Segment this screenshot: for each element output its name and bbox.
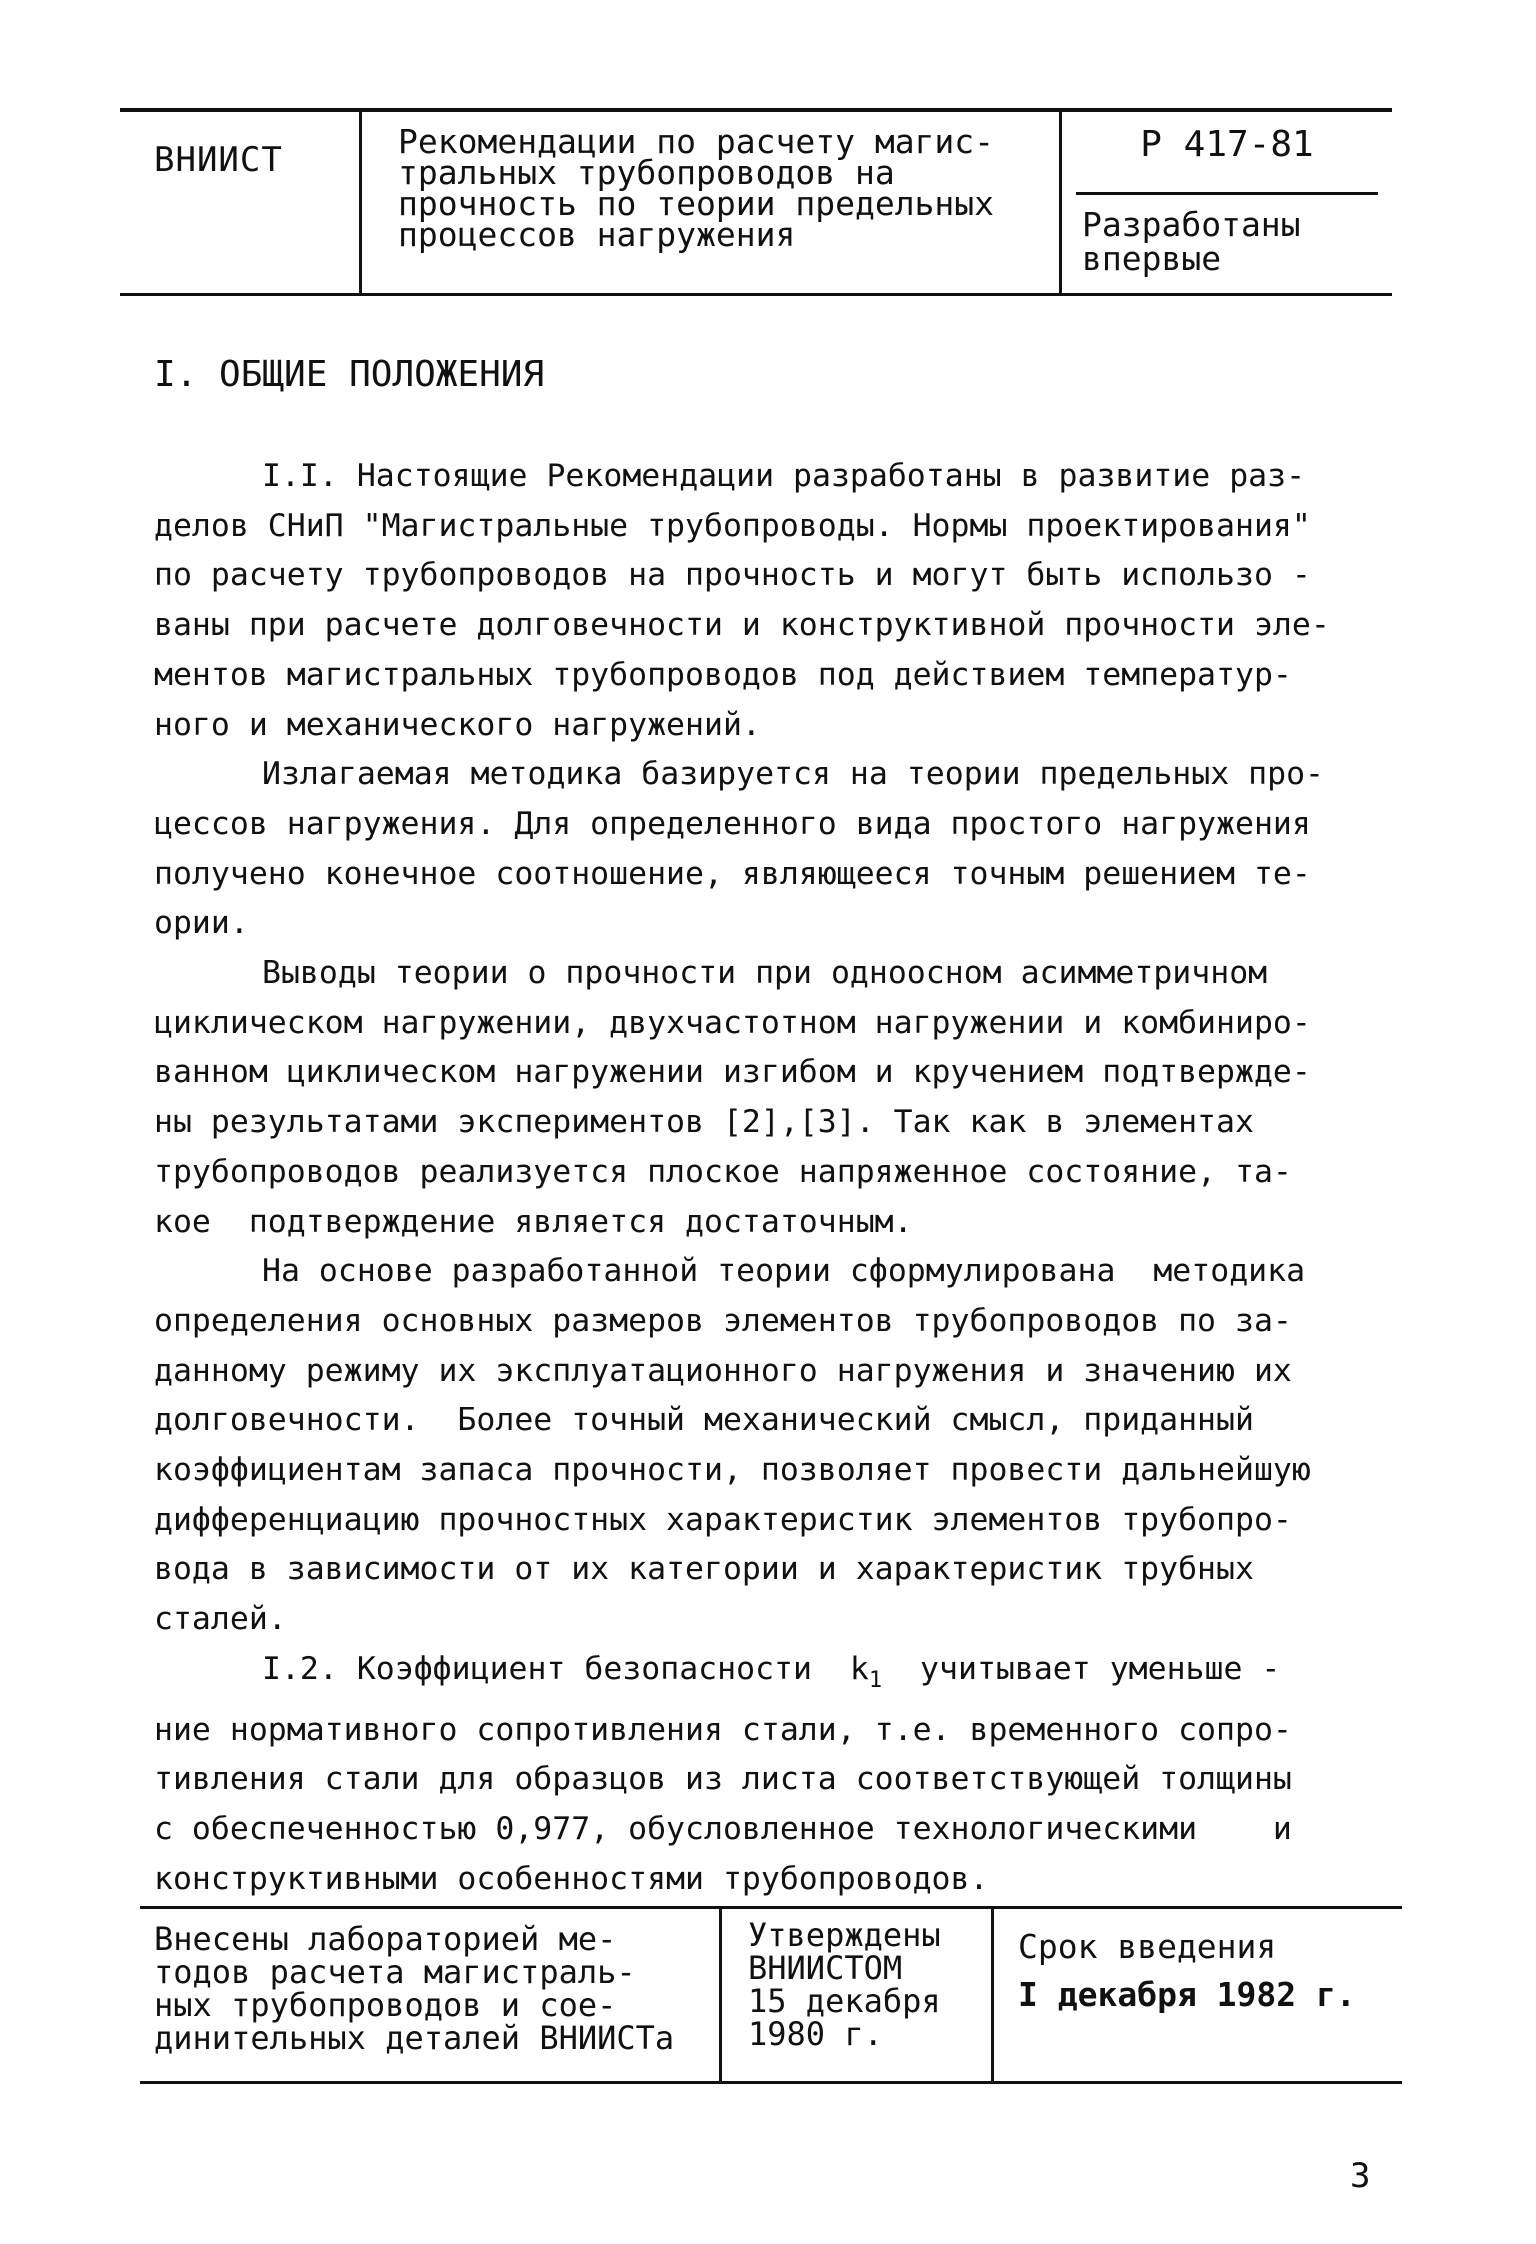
text-line: сталей.: [154, 1601, 287, 1638]
header-table: [120, 108, 1392, 296]
title-line: тральных трубопроводов на: [398, 153, 895, 192]
text-line: цессов нагружения. Для определенного вида простого нагружения: [154, 805, 1311, 842]
document-title: [362, 112, 1062, 293]
paragraph-methodology: [154, 750, 1404, 949]
text-line: Выводы теории о прочности при одноосном асимметричном: [262, 955, 1268, 992]
document-meta: [1062, 112, 1392, 293]
meta-divider: [1076, 192, 1378, 195]
text-line: ного и механического нагружений.: [154, 706, 761, 743]
text-line: ны результатами экспериментов [2],[3]. Так как в элементах: [154, 1104, 1254, 1141]
document-status: [1082, 205, 1301, 278]
document-code: Р 417-81: [1140, 124, 1314, 165]
term-date: I декабря 1982 г.: [1018, 1975, 1356, 2014]
text-line: дифференциацию прочностных характеристик элементов трубопро-: [154, 1501, 1292, 1538]
text-line: циклическом нагружении, двухчастотном нагружении и комбиниро-: [154, 1004, 1311, 1041]
footer-line: тодов расчета магистраль-: [154, 1953, 636, 1991]
title-line: Рекомендации по расчету магис-: [398, 122, 995, 161]
paragraph-1-2: [154, 1645, 1404, 1905]
footer-table: [140, 1906, 1402, 2084]
text-line: На основе разработанной теории сформулирована методика: [262, 1253, 1306, 1290]
text-line: кое подтверждение является достаточным.: [154, 1203, 913, 1240]
footer-line: 1980 г.: [748, 2015, 883, 2053]
status-line: Разработаны: [1082, 205, 1301, 244]
paragraph-conclusions: [154, 949, 1404, 1247]
footer-line: 15 декабря: [748, 1982, 941, 2020]
text-line: ории.: [154, 905, 249, 942]
paragraph-1-1: [154, 452, 1404, 750]
body-text: [154, 452, 1404, 1904]
text-fragment: учитывает уменьше -: [882, 1650, 1281, 1687]
text-line: ваны при расчете долговечности и конструктивной прочности эле-: [154, 607, 1330, 644]
title-line: прочность по теории предельных: [398, 184, 995, 223]
organization-name: ВНИИСТ: [120, 112, 362, 293]
footer-line: Утверждены: [748, 1916, 941, 1954]
text-line: конструктивными особенностями трубопроводов.: [154, 1860, 989, 1897]
footer-line: ных трубопроводов и сое-: [154, 1986, 617, 2024]
footer-line: ВНИИСТОМ: [748, 1949, 903, 1987]
effective-term: [994, 1909, 1402, 2081]
paragraph-basis: [154, 1247, 1404, 1645]
subscript: 1: [868, 1667, 883, 1693]
title-line: процессов нагружения: [398, 215, 796, 254]
submitted-by: [140, 1909, 722, 2081]
text-line: определения основных размеров элементов трубопроводов по за-: [154, 1302, 1292, 1339]
term-label: Срок введения: [1018, 1927, 1277, 1966]
text-line: ментов магистральных трубопроводов под действием температур-: [154, 656, 1292, 693]
text-line: вода в зависимости от их категории и характеристик трубных: [154, 1551, 1254, 1588]
text-line: с обеспеченностью 0,977, обусловленное технологическими и: [154, 1810, 1292, 1847]
footer-line: Внесены лабораторией ме-: [154, 1920, 617, 1958]
approved-by: [722, 1909, 994, 2081]
text-line: I.I. Настоящие Рекомендации разработаны в развитие раз-: [262, 458, 1306, 494]
section-title: I. ОБЩИЕ ПОЛОЖЕНИЯ: [154, 354, 545, 395]
text-line: ванном циклическом нагружении изгибом и кручением подтвержде-: [154, 1054, 1311, 1091]
text-fragment: I.2. Коэффициент безопасности k: [262, 1650, 869, 1687]
status-line: впервые: [1082, 239, 1222, 278]
text-line: коэффициентам запаса прочности, позволяет провести дальнейшую: [154, 1452, 1311, 1489]
text-line: [154, 1645, 1404, 1706]
text-line: долговечности. Более точный механический смысл, приданный: [154, 1402, 1254, 1439]
text-line: Излагаемая методика базируется на теории предельных про-: [262, 756, 1325, 793]
text-line: делов СНиП "Магистральные трубопроводы. Нормы проектирования": [154, 507, 1311, 544]
text-line: по расчету трубопроводов на прочность и могут быть использо -: [154, 557, 1311, 594]
footer-line: динительных деталей ВНИИСТа: [154, 2019, 675, 2057]
text-line: ние нормативного сопротивления стали, т.е. временного сопро-: [154, 1711, 1292, 1748]
text-line: тивления стали для образцов из листа соответствующей толщины: [154, 1761, 1292, 1798]
text-line: трубопроводов реализуется плоское напряженное состояние, та-: [154, 1153, 1292, 1190]
text-line: данному режиму их эксплуатационного нагружения и значению их: [154, 1352, 1292, 1389]
text-line: получено конечное соотношение, являющееся точным решением те-: [154, 855, 1311, 892]
page-number: 3: [1350, 2156, 1371, 2196]
